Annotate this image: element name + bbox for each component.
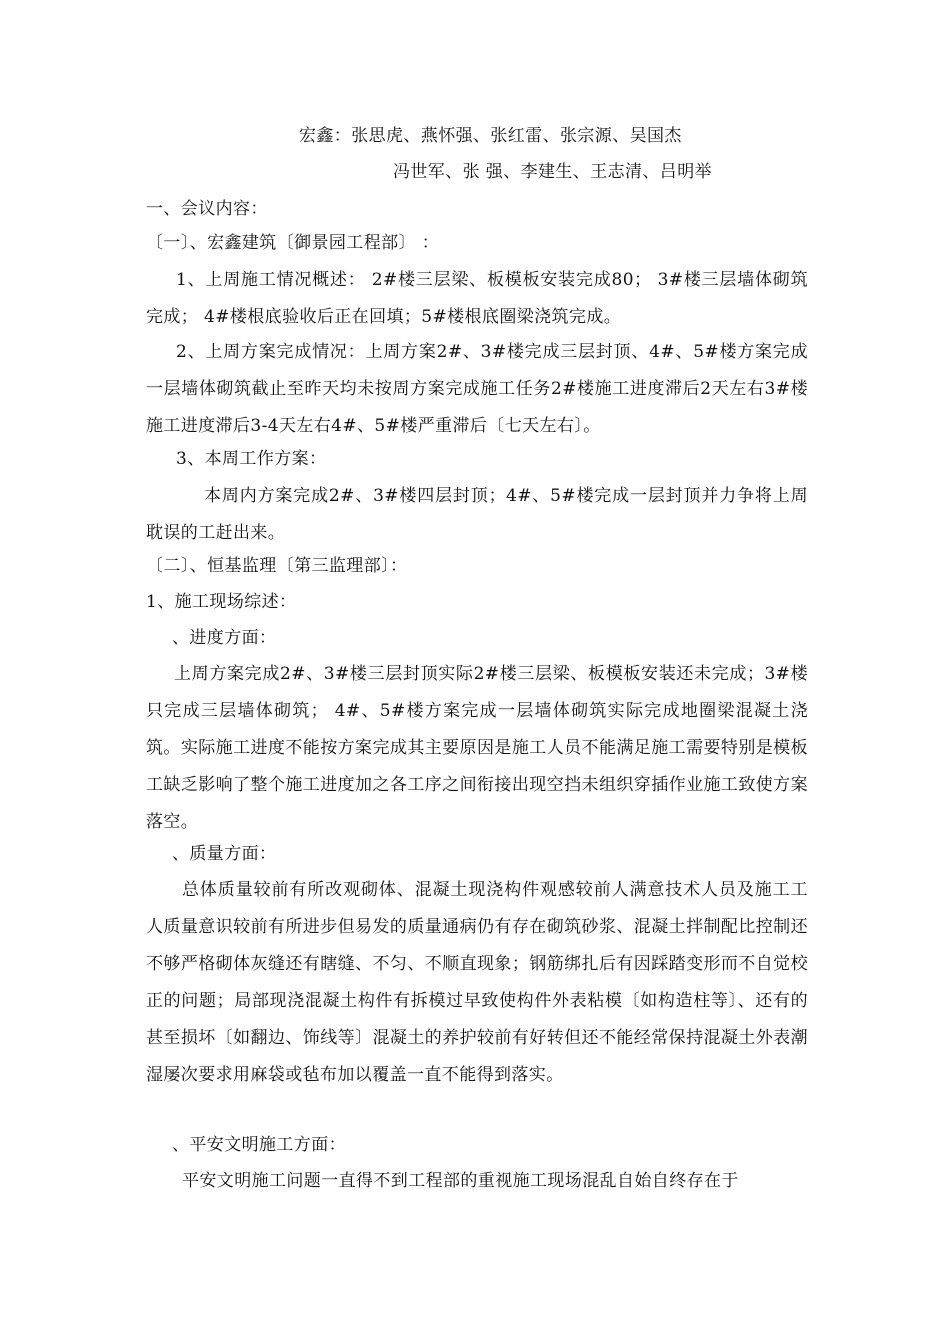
quality-body: 总体质量较前有所改观砌体、混凝土现浇构件观感较前人满意技术人员及施工工人质量意识较前有所进步但易发的质量通病仍有存在砌筑砂浆、混凝土拌制配比控制还不够严格砌体灰缝还有瞎缝、不匀、不顺直现象；钢筋绑扎后有因踩踏变形而不自觉校正的问题；局部现浇混凝土构件有拆模过早致使构件外表粘模〔如构造柱等〕、还有的甚至损坏〔如翻边、饰线等〕混凝土的养护较前有好转但还不能经常保持混凝土外表潮湿屡次要求用麻袋或毡布加以覆盖一直不能得到落实。 xyxy=(146,880,808,1085)
progress-body: 上周方案完成2#、3#楼三层封顶实际2#楼三层梁、板模板安装还未完成；3#楼只完成三层墙体砌筑； 4#、5#楼方案完成一层墙体砌筑实际完成地圈梁混凝土浇筑。实际施工进度不能按方案完成其主要原因是施工人员不能满足施工需要特别是模板工缺乏影响了整个施工进度加之各工序之间衔接出现空挡未组织穿插作业施工致使方案落空。 xyxy=(146,664,808,832)
quality-title: 、质量方面： xyxy=(172,844,277,864)
progress-title: 、进度方面： xyxy=(172,628,277,648)
section-title: 一、会议内容： xyxy=(146,199,268,219)
part1-item2: 2、上周方案完成情况：上周方案2#、3#楼完成三层封顶、4#、5#楼方案完成一层墙体砌筑截止至昨天均未按周方案完成施工任务2#楼施工进度滞后2天左右3#楼施工进度滞后3-4天左右4#、5#楼严重滞后〔七天左右〕。 xyxy=(146,342,808,436)
part1-item3-title: 3、本周工作方案： xyxy=(176,449,327,469)
part2-item1-title: 1、施工现场综述： xyxy=(146,592,297,612)
part2-heading: 〔二〕、恒基监理〔第三监理部〕： xyxy=(146,556,408,576)
part1-item1: 1、上周施工情况概述： 2#楼三层梁、板模板安装完成80； 3#楼三层墙体砌筑完成； 4#楼根底验收后正在回填；5#楼根底圈梁浇筑完成。 xyxy=(146,270,808,327)
attendees-line-2: 冯世军、张 强、李建生、王志清、吕明举 xyxy=(393,162,713,182)
safety-title: 、平安文明施工方面： xyxy=(172,1135,346,1155)
part1-item3-body: 本周内方案完成2#、3#楼四层封顶；4#、5#楼完成一层封顶并力争将上周耽误的工赶出来。 xyxy=(146,486,808,543)
safety-body: 平安文明施工问题一直得不到工程部的重视施工现场混乱自始自终存在于 xyxy=(182,1171,739,1191)
attendees-line-1: 宏鑫：张思虎、燕怀强、张红雷、张宗源、吴国杰 xyxy=(299,126,682,146)
part1-heading: 〔一〕、宏鑫建筑〔御景园工程部〕 ： xyxy=(146,233,440,253)
